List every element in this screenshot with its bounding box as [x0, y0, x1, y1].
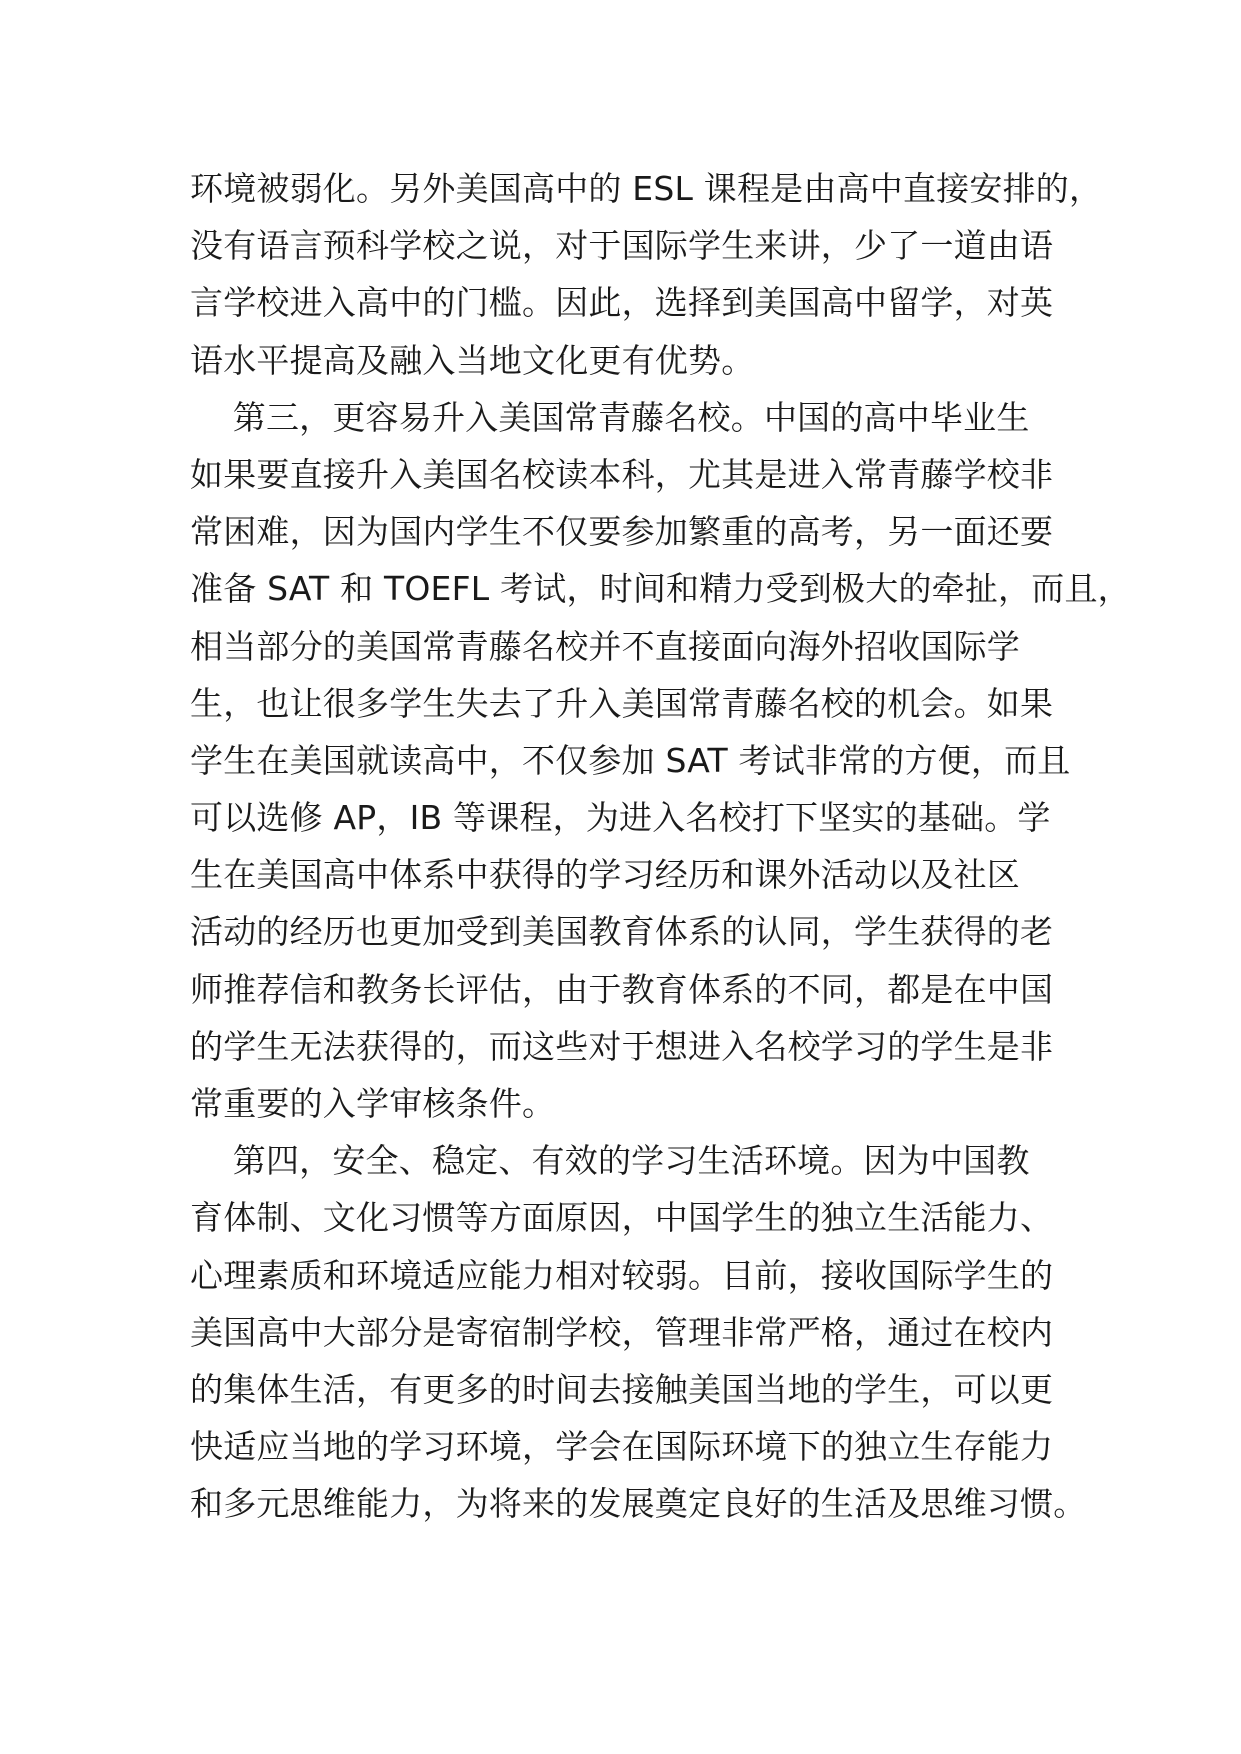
text-line: 师推荐信和教务长评估，由于教育体系的不同，都是在中国	[190, 969, 1054, 1009]
text-line: 美国高中大部分是寄宿制学校，管理非常严格，通过在校内	[190, 1312, 1054, 1352]
document-body	[190, 160, 1131, 1533]
text-line: 常困难，因为国内学生不仅要参加繁重的高考，另一面还要	[190, 512, 1054, 552]
text-line: 的学生无法获得的，而这些对于想进入名校学习的学生是非	[190, 1026, 1054, 1066]
paragraph-1	[190, 160, 1103, 389]
text-line: 的集体生活，有更多的时间去接触美国当地的学生，可以更	[190, 1369, 1054, 1409]
text-line: 第三，更容易升入美国常青藤名校。中国的高中毕业生	[190, 397, 1030, 437]
text-line: 如果要直接升入美国名校读本科，尤其是进入常青藤学校非	[190, 454, 1054, 494]
paragraph-3	[190, 1132, 1087, 1532]
text-line: 可以选修 AP，IB 等课程，为进入名校打下坚实的基础。学	[190, 798, 1051, 838]
text-line: 言学校进入高中的门槛。因此，选择到美国高中留学，对英	[190, 283, 1054, 323]
paragraph-2	[190, 389, 1131, 1132]
text-line: 语水平提高及融入当地文化更有优势。	[190, 340, 755, 380]
text-line: 没有语言预科学校之说，对于国际学生来讲，少了一道由语	[190, 226, 1054, 266]
text-line: 心理素质和环境适应能力相对较弱。目前，接收国际学生的	[190, 1255, 1054, 1295]
text-line: 准备 SAT 和 TOEFL 考试，时间和精力受到极大的牵扯，而且，	[190, 569, 1131, 609]
text-line: 和多元思维能力，为将来的发展奠定良好的生活及思维习惯。	[190, 1484, 1087, 1524]
text-line: 常重要的入学审核条件。	[190, 1084, 556, 1123]
text-line: 生在美国高中体系中获得的学习经历和课外活动以及社区	[190, 855, 1020, 895]
text-line: 相当部分的美国常青藤名校并不直接面向海外招收国际学	[190, 626, 1020, 666]
text-line: 学生在美国就读高中，不仅参加 SAT 考试非常的方便，而且	[190, 740, 1071, 780]
text-line: 育体制、文化习惯等方面原因，中国学生的独立生活能力、	[190, 1198, 1054, 1238]
text-line: 生，也让很多学生失去了升入美国常青藤名校的机会。如果	[190, 683, 1054, 723]
text-line: 快适应当地的学习环境，学会在国际环境下的独立生存能力	[190, 1427, 1054, 1467]
text-line: 环境被弱化。另外美国高中的 ESL 课程是由高中直接安排的，	[190, 169, 1103, 208]
text-line: 活动的经历也更加受到美国教育体系的认同，学生获得的老	[190, 912, 1054, 952]
text-line: 第四，安全、稳定、有效的学习生活环境。因为中国教	[190, 1141, 1030, 1181]
